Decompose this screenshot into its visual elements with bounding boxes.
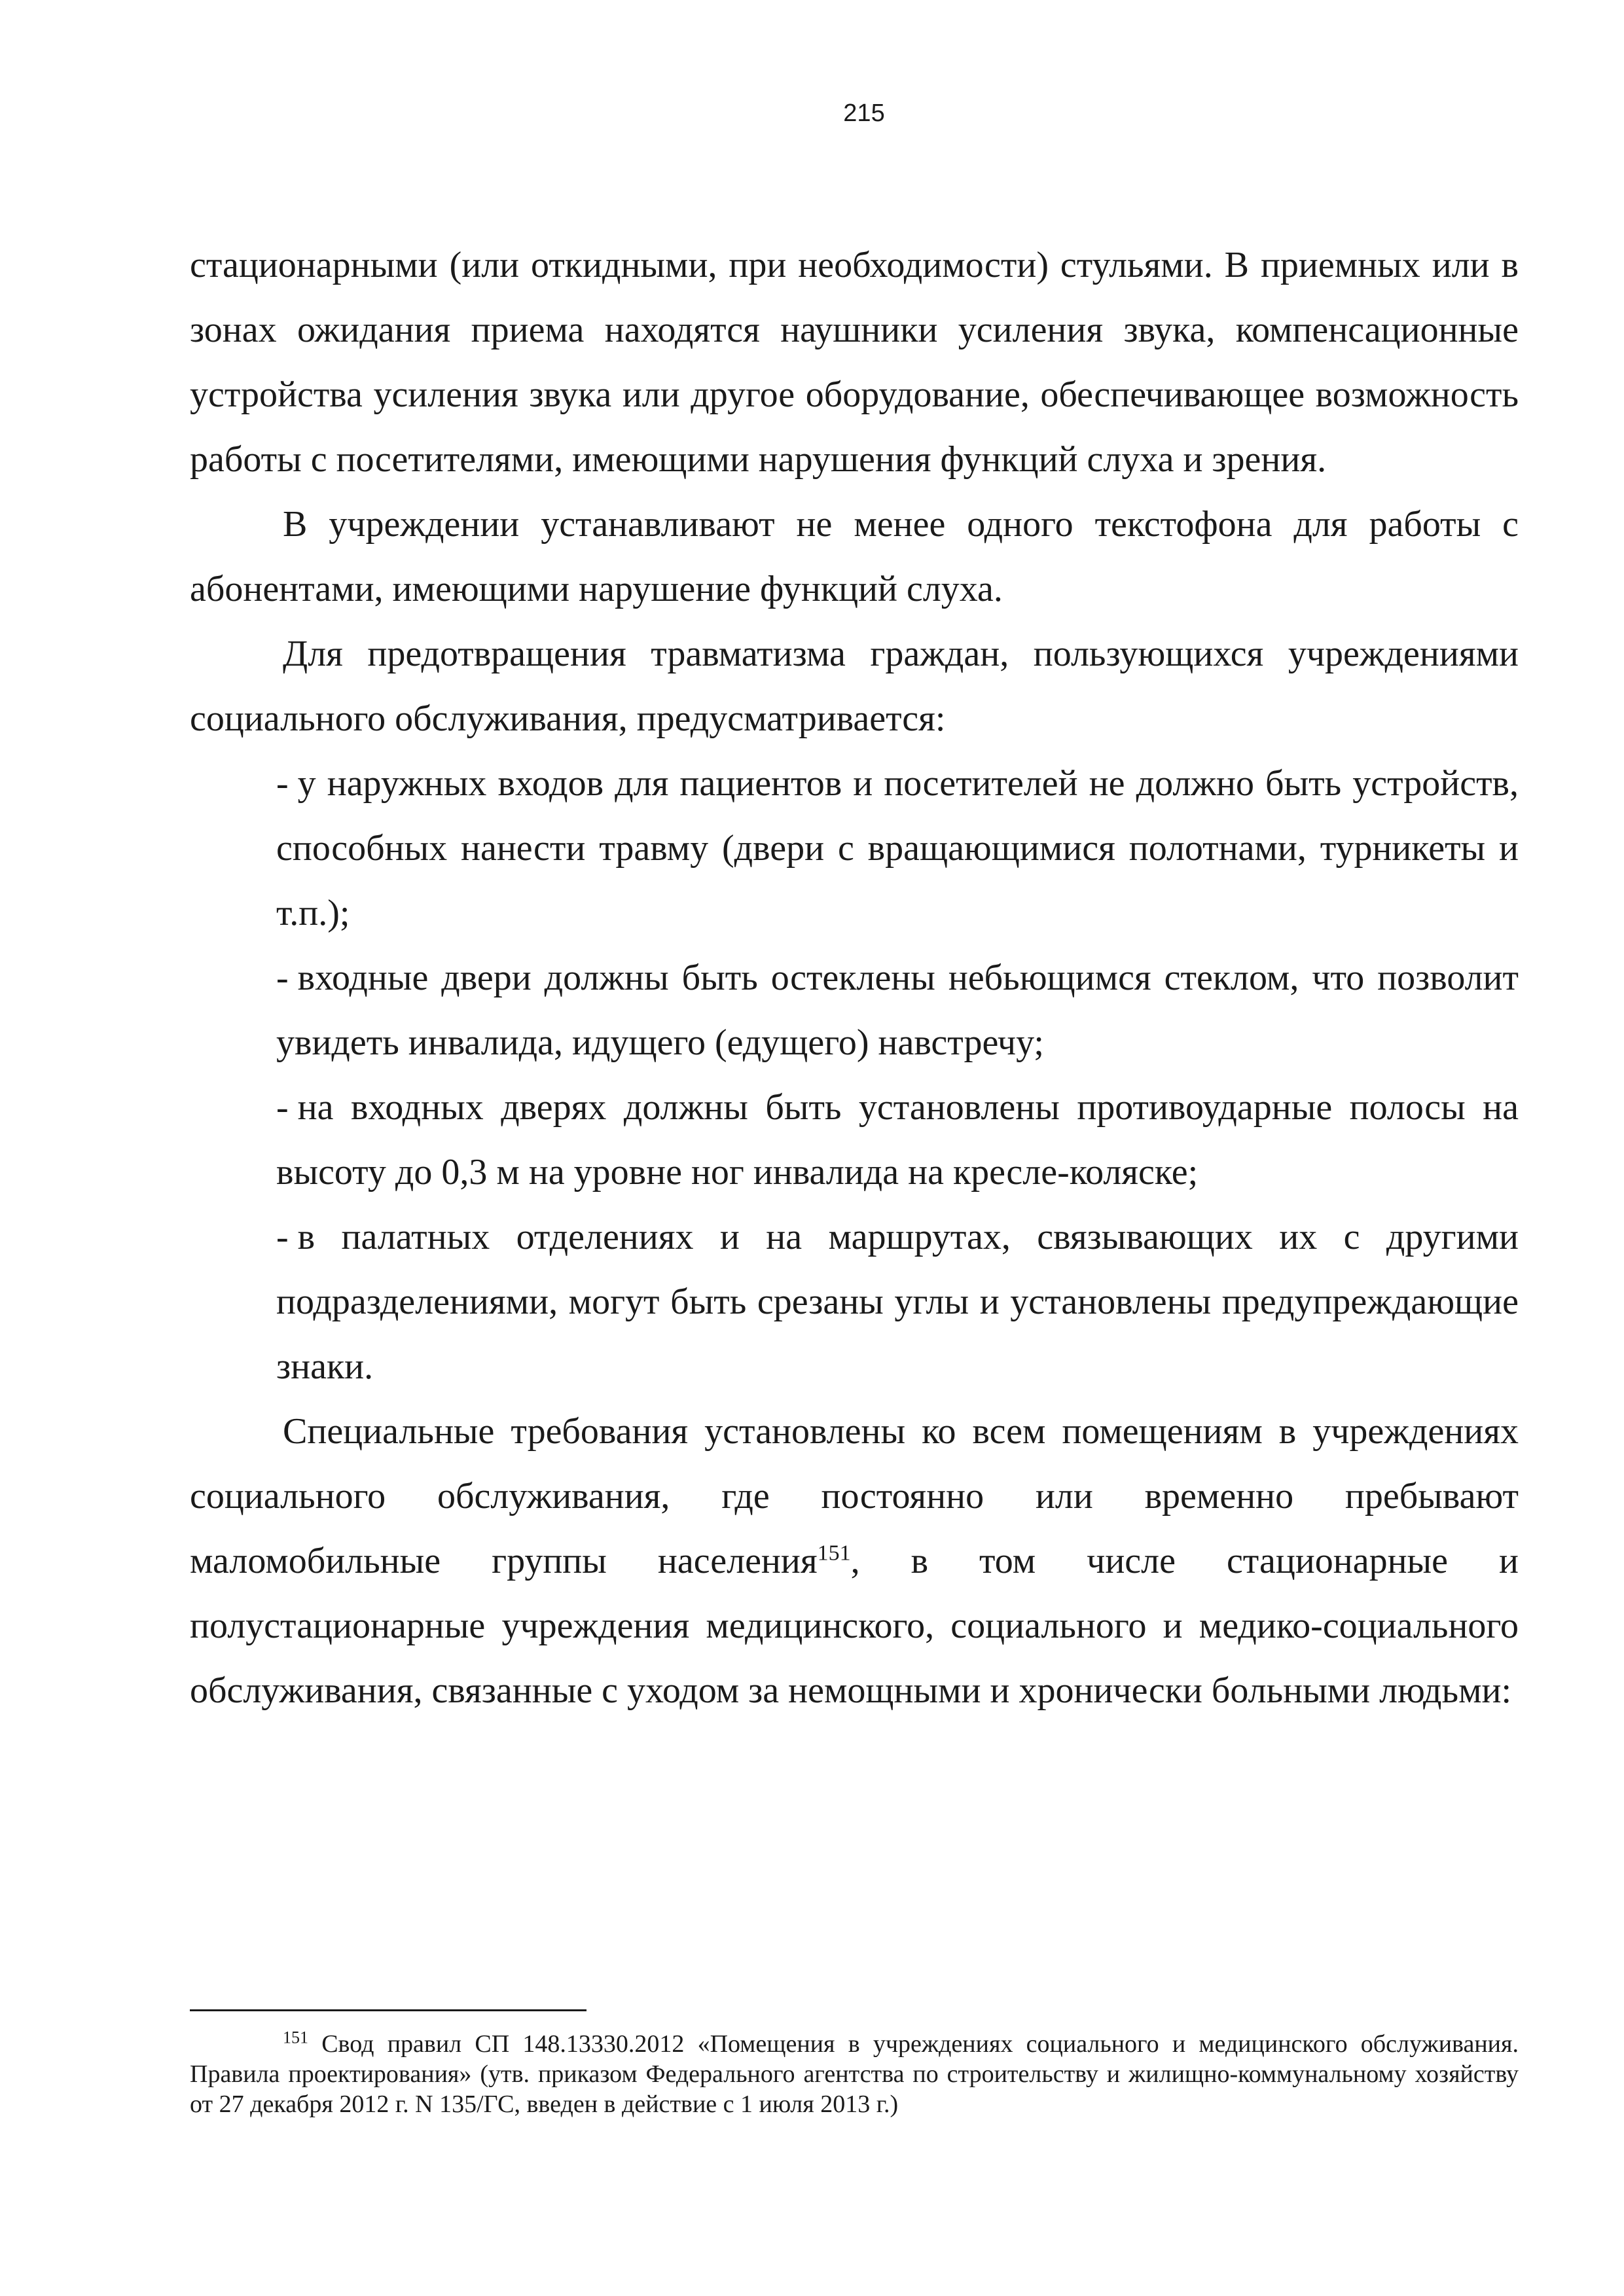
footnote-text: Свод правил СП 148.13330.2012 «Помещения в учреждениях социального и медицинского обслуживания. Правила проектирования» (утв. приказом Федерального агентства по строительству и жилищно-коммунальному хозяйству от 27 декабря 2012 г. N 135/ГС, введен в действие с 1 июля 2013 г.) xyxy=(190,2030,1519,2118)
list-dash: - xyxy=(276,1217,289,1257)
list-item-text: входные двери должны быть остеклены небьющимся стеклом, что позволит увидеть инвалида, идущего (едущего) навстречу; xyxy=(276,958,1519,1063)
requirements-list xyxy=(190,751,1519,1399)
paragraph-2: В учреждении устанавливают не менее одного текстофона для работы с абонентами, имеющими нарушение функций слуха. xyxy=(190,504,1519,609)
footnote-reference[interactable]: 151 xyxy=(817,1541,851,1566)
list-item xyxy=(276,751,1519,946)
list-item xyxy=(276,1075,1519,1205)
footnote-separator xyxy=(190,2009,586,2011)
list-item xyxy=(276,946,1519,1075)
list-item-text: в палатных отделениях и на маршрутах, связывающих их с другими подразделениями, могут быть срезаны углы и установлены предупреждающие знаки. xyxy=(276,1217,1519,1387)
list-dash: - xyxy=(276,1087,289,1128)
footnote-number: 151 xyxy=(283,2028,308,2047)
list-dash: - xyxy=(276,763,289,804)
paragraph-4 xyxy=(190,1399,1519,1723)
list-dash: - xyxy=(276,958,289,998)
page-number: 215 xyxy=(843,99,885,127)
paragraph-4-text-start: Специальные требования установлены ко всем помещениям в учреждениях социального обслуживания, где постоянно или временно пребывают маломобильные группы населения xyxy=(190,1411,1519,1581)
list-item-text: на входных дверях должны быть установлены противоударные полосы на высоту до 0,3 м на уровне ног инвалида на кресле-коляске; xyxy=(276,1087,1519,1193)
list-item xyxy=(276,1205,1519,1399)
paragraph-1: стационарными (или откидными, при необходимости) стульями. В приемных или в зонах ожидания приема находятся наушники усиления звука, компенсационные устройства усиления звука или другое оборудование, обеспечивающее возможность работы с посетителями, имеющими нарушения функций слуха и зрения. xyxy=(190,245,1519,480)
paragraph-3: Для предотвращения травматизма граждан, пользующихся учреждениями социального обслуживания, предусматривается: xyxy=(190,634,1519,739)
paragraph-4-text-end: , в том числе стационарные и полустационарные учреждения медицинского, социального и медико-социального обслуживания, связанные с уходом за немощными и хронически больными людьми: xyxy=(190,1541,1519,1711)
list-item-text: у наружных входов для пациентов и посетителей не должно быть устройств, способных нанести травму (двери с вращающимися полотнами, турникеты и т.п.); xyxy=(276,763,1519,933)
footnote xyxy=(190,2029,1519,2119)
page-body xyxy=(190,233,1519,1723)
